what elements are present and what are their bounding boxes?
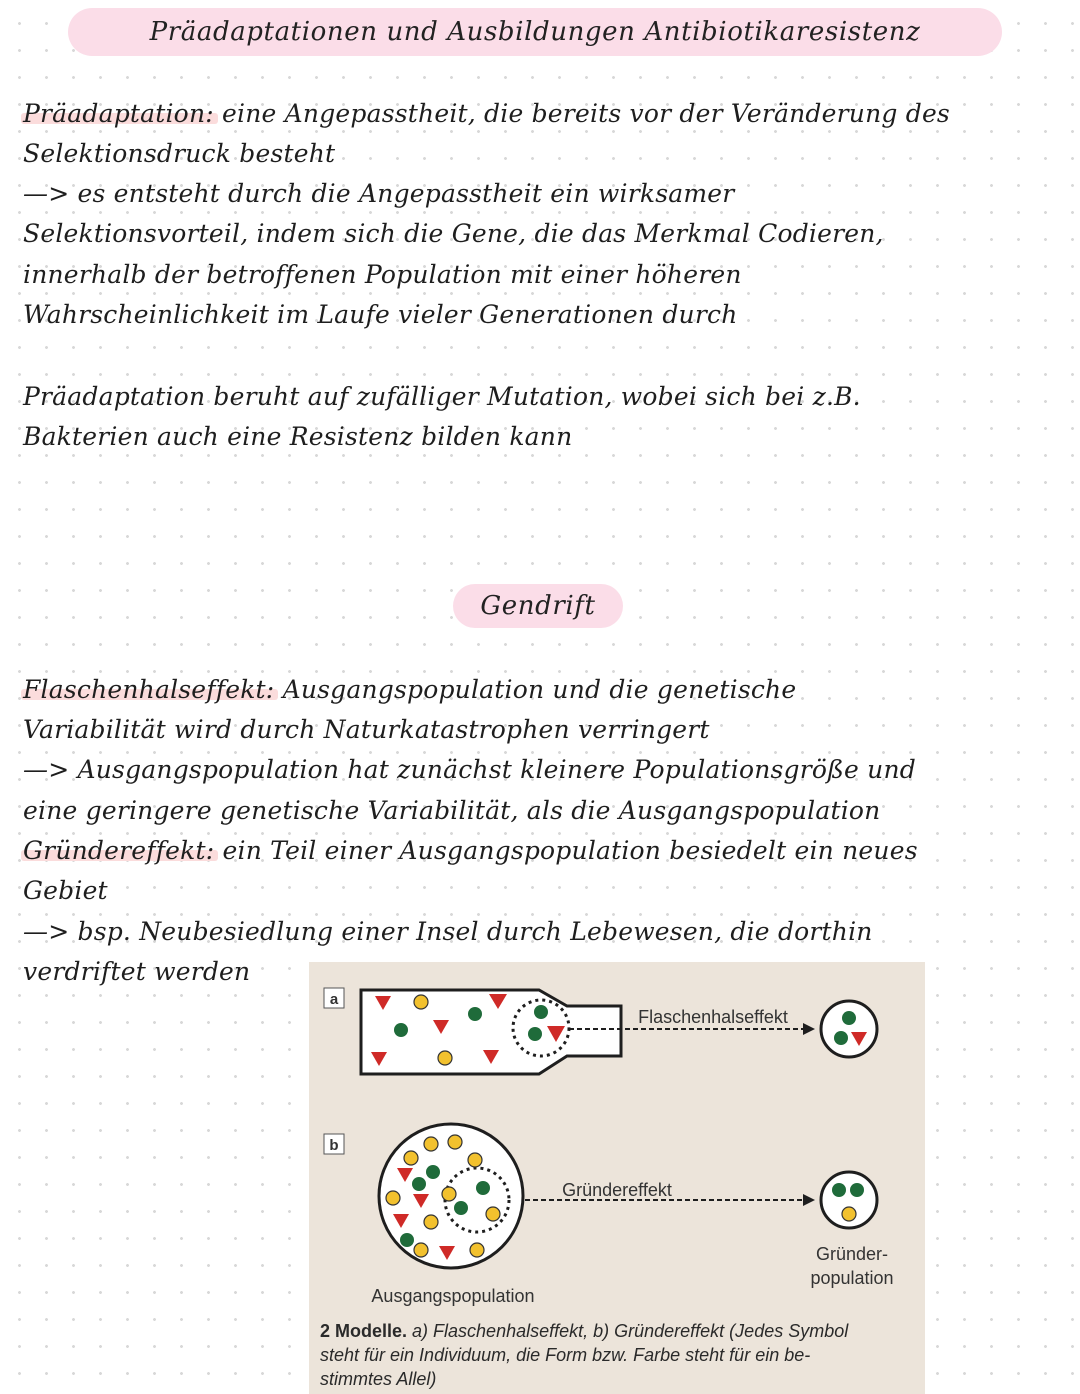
text-line: Gebiet <box>23 876 108 905</box>
text-line: Bakterien auch eine Resistenz bilden kann <box>23 422 573 451</box>
label-b: b <box>329 1137 339 1154</box>
founder-arrowhead <box>803 1194 815 1206</box>
yellow-circle-individual <box>438 1051 452 1065</box>
yellow-circle-individual <box>468 1153 482 1167</box>
models-figure <box>309 962 925 1394</box>
text-line: Selektionsdruck besteht <box>23 139 336 168</box>
yellow-circle-individual <box>424 1137 438 1151</box>
yellow-circle-individual <box>404 1151 418 1165</box>
yellow-circle-individual <box>486 1207 500 1221</box>
yellow-circle-individual <box>470 1243 484 1257</box>
green-hexagon-individual <box>412 1177 426 1191</box>
green-hexagon-individual <box>454 1201 468 1215</box>
yellow-circle-individual <box>424 1215 438 1229</box>
figure-caption-line-2: steht für ein Individuum, die Form bzw. Farbe steht für ein be- <box>320 1345 811 1365</box>
gendrift-heading-text: Gendrift <box>480 591 596 621</box>
text-line: eine geringere genetische Variabilität, als die Ausgangspopulation <box>23 796 881 825</box>
text-line: Wahrscheinlichkeit im Laufe vieler Generationen durch <box>23 300 738 329</box>
text-span: eine Angepasstheit, die bereits vor der Veränderung des <box>213 99 950 128</box>
gruender-definition-line-1 <box>23 831 918 871</box>
yellow-circle-individual <box>442 1187 456 1201</box>
bottleneck-result-population <box>821 1001 877 1057</box>
yellow-circle-individual <box>448 1135 462 1149</box>
term-praeadaptation: Präadaptation: <box>23 99 214 128</box>
caption-rest: a) Flaschenhalseffekt, b) Gründereffekt (Jedes Symbol <box>407 1321 849 1341</box>
page-title-text: Präadaptationen und Ausbildungen Antibiotikaresistenz <box>149 17 921 47</box>
yellow-circle-individual <box>842 1207 856 1221</box>
term-gruendereffekt: Gründereffekt: <box>23 836 215 865</box>
green-hexagon-individual <box>832 1183 846 1197</box>
text-line: verdriftet werden <box>23 957 251 986</box>
green-hexagon-individual <box>426 1165 440 1179</box>
green-hexagon-individual <box>850 1183 864 1197</box>
text-line: Präadaptation beruht auf zufälliger Mutation, wobei sich bei z.B. <box>23 382 861 411</box>
flaschenhals-definition-line-1 <box>23 670 796 710</box>
label-a: a <box>329 991 339 1008</box>
bottleneck-arrowhead <box>803 1023 815 1035</box>
source-pop-label: Ausgangspopulation <box>371 1286 535 1306</box>
yellow-circle-individual <box>386 1191 400 1205</box>
founder-pop-label-line-2: population <box>810 1268 894 1288</box>
text-line: —> bsp. Neubesiedlung einer Insel durch Lebewesen, die dorthin <box>23 917 873 946</box>
green-hexagon-individual <box>476 1181 490 1195</box>
page-title <box>68 8 1002 56</box>
text-line: innerhalb der betroffenen Population mit einer höheren <box>23 260 742 289</box>
text-span: Ausgangspopulation und die genetische <box>274 675 797 704</box>
founder-pop-label-line-1: Gründer- <box>815 1244 889 1264</box>
green-hexagon-individual <box>842 1011 856 1025</box>
figure-caption-line-1 <box>320 1319 910 1343</box>
text-line: Selektionsvorteil, indem sich die Gene, die das Merkmal Codieren, <box>23 219 884 248</box>
text-line: —> es entsteht durch die Angepasstheit ein wirksamer <box>23 179 735 208</box>
text-span: ein Teil einer Ausgangspopulation besiedelt ein neues <box>214 836 918 865</box>
founder-label: Gründereffekt <box>562 1180 672 1200</box>
praeadaptation-definition-line-1 <box>23 94 950 134</box>
green-hexagon-individual <box>394 1023 408 1037</box>
green-hexagon-individual <box>528 1027 542 1041</box>
gendrift-heading <box>453 584 623 628</box>
yellow-circle-individual <box>414 995 428 1009</box>
yellow-circle-individual <box>414 1243 428 1257</box>
text-line: Variabilität wird durch Naturkatastrophen verringert <box>23 715 710 744</box>
figure-caption-line-3: stimmtes Allel) <box>320 1369 437 1389</box>
term-flaschenhalseffekt: Flaschenhalseffekt: <box>23 675 275 704</box>
caption-bold: 2 Modelle. <box>320 1321 408 1341</box>
green-hexagon-individual <box>400 1233 414 1247</box>
green-hexagon-individual <box>834 1031 848 1045</box>
bottleneck-label: Flaschenhalseffekt <box>638 1007 788 1027</box>
text-line: —> Ausgangspopulation hat zunächst kleinere Populationsgröße und <box>23 755 916 784</box>
green-hexagon-individual <box>468 1007 482 1021</box>
green-hexagon-individual <box>534 1005 548 1019</box>
